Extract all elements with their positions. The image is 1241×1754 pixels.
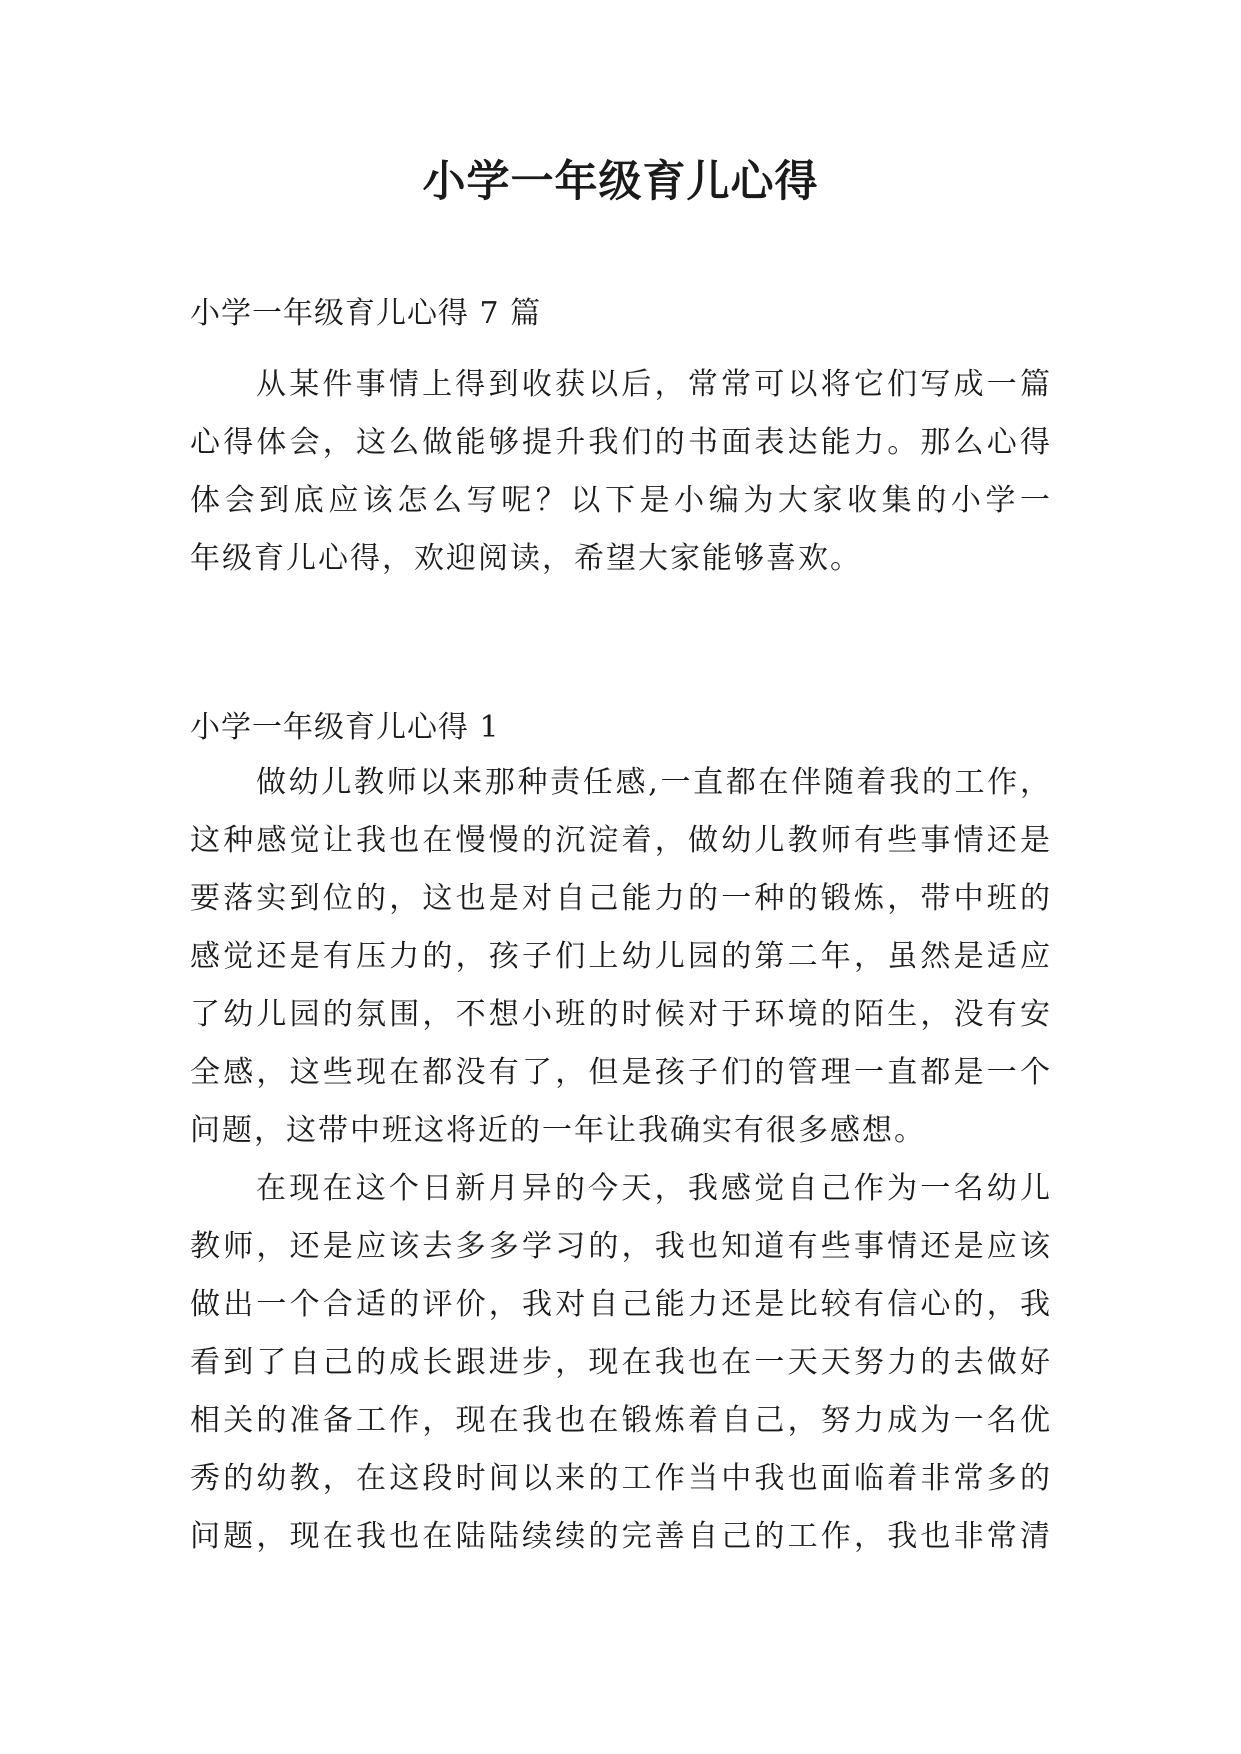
paragraph-line: 了幼儿园的氛围，不想小班的时候对于环境的陌生，没有安 xyxy=(190,997,1052,1032)
paragraph-line: 相关的准备工作，现在我也在锻炼着自己，努力成为一名优 xyxy=(190,1403,1052,1438)
document-subtitle: 小学一年级育儿心得 7 篇 xyxy=(190,296,542,331)
paragraph-line: 做出一个合适的评价，我对自己能力还是比较有信心的，我 xyxy=(190,1287,1052,1322)
intro-line: 体会到底应该怎么写呢？以下是小编为大家收集的小学一 xyxy=(190,483,1052,518)
intro-paragraph xyxy=(190,356,1052,588)
paragraph-line: 看到了自己的成长跟进步，现在我也在一天天努力的去做好 xyxy=(190,1345,1052,1380)
paragraph-line: 感觉还是有压力的，孩子们上幼儿园的第二年，虽然是适应 xyxy=(190,939,1052,974)
paragraph-line: 问题，这带中班这将近的一年让我确实有很多感想。 xyxy=(190,1113,926,1148)
paragraph-line: 这种感觉让我也在慢慢的沉淀着，做幼儿教师有些事情还是 xyxy=(190,823,1052,858)
intro-line: 年级育儿心得，欢迎阅读，希望大家能够喜欢。 xyxy=(190,541,862,576)
document-title: 小学一年级育儿心得 xyxy=(422,157,819,207)
paragraph-line: 教师，还是应该去多多学习的，我也知道有些事情还是应该 xyxy=(190,1229,1052,1264)
section1-paragraph-2 xyxy=(190,1160,1052,1566)
paragraph-line: 在现在这个日新月异的今天，我感觉自己作为一名幼儿 xyxy=(256,1171,1052,1206)
intro-line: 心得体会，这么做能够提升我们的书面表达能力。那么心得 xyxy=(190,425,1052,460)
paragraph-line: 做幼儿教师以来那种责任感,一直都在伴随着我的工作， xyxy=(256,765,1052,800)
paragraph-line: 全感，这些现在都没有了，但是孩子们的管理一直都是一个 xyxy=(190,1055,1052,1090)
intro-line: 从某件事情上得到收获以后，常常可以将它们写成一篇 xyxy=(256,367,1052,402)
paragraph-line: 问题，现在我也在陆陆续续的完善自己的工作，我也非常清 xyxy=(190,1519,1052,1554)
section-heading-1: 小学一年级育儿心得 1 xyxy=(190,710,500,745)
section1-paragraph-1 xyxy=(190,754,1052,1160)
paragraph-line: 秀的幼教，在这段时间以来的工作当中我也面临着非常多的 xyxy=(190,1461,1052,1496)
paragraph-line: 要落实到位的，这也是对自己能力的一种的锻炼，带中班的 xyxy=(190,881,1052,916)
